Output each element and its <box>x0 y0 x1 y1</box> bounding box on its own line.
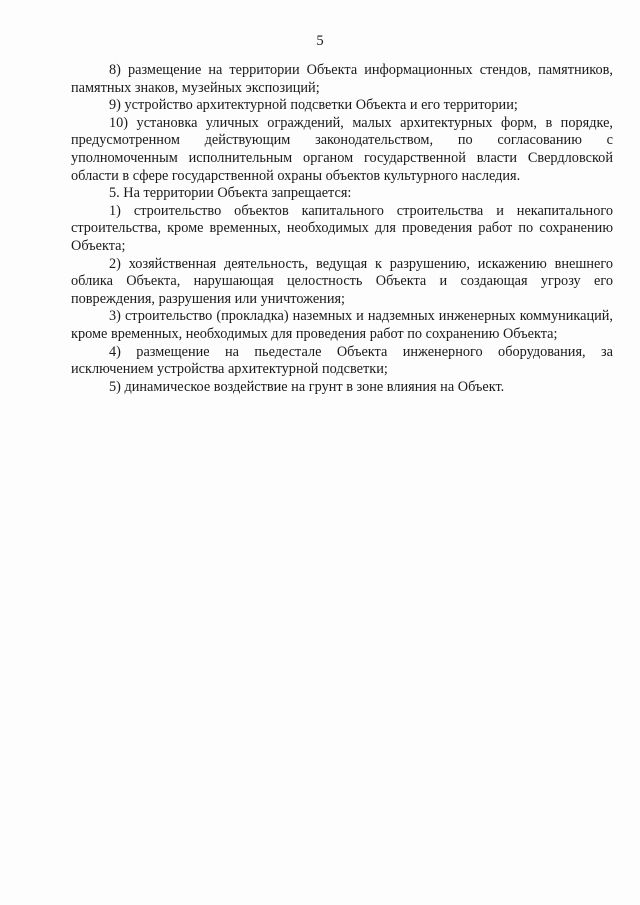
document-body <box>71 62 613 396</box>
section-heading-5: 5. На территории Объекта запрещается: <box>109 185 352 202</box>
page-number: 5 <box>316 33 324 49</box>
prohibition-item-3: 3) строительство (прокладка) наземных и надземных инженерных коммуникаций, кроме временных, необходимых для проведения работ по сохранению Объекта; <box>71 308 613 342</box>
prohibition-item-2: 2) хозяйственная деятельность, ведущая к разрушению, искажению внешнего облика Объекта, нарушающая целостность Объекта и создающая угрозу его повреждения, разрушения или уничтожения; <box>71 255 613 307</box>
prohibition-item-4: 4) размещение на пьедестале Объекта инженерного оборудования, за исключением устройства архитектурной подсветки; <box>71 343 613 378</box>
paragraph-item-9: 9) устройство архитектурной подсветки Объекта и его территории; <box>109 97 518 114</box>
paragraph-item-10: 10) установка уличных ограждений, малых архитектурных форм, в порядке, предусмотренном действующим законодательством, по согласованию с уполномоченным исполнительным органом государственной власти Свердловской области в сфере государственной охраны объектов культурного наследия. <box>71 114 613 184</box>
prohibition-item-5: 5) динамическое воздействие на грунт в зоне влияния на Объект. <box>109 378 505 395</box>
prohibition-item-1: 1) строительство объектов капитального строительства и некапитального строительства, кроме временных, необходимых для проведения работ по сохранению Объекта; <box>71 202 613 254</box>
paragraph-item-8: 8) размещение на территории Объекта информационных стендов, памятников, памятных знаков, музейных экспозиций; <box>71 62 613 96</box>
